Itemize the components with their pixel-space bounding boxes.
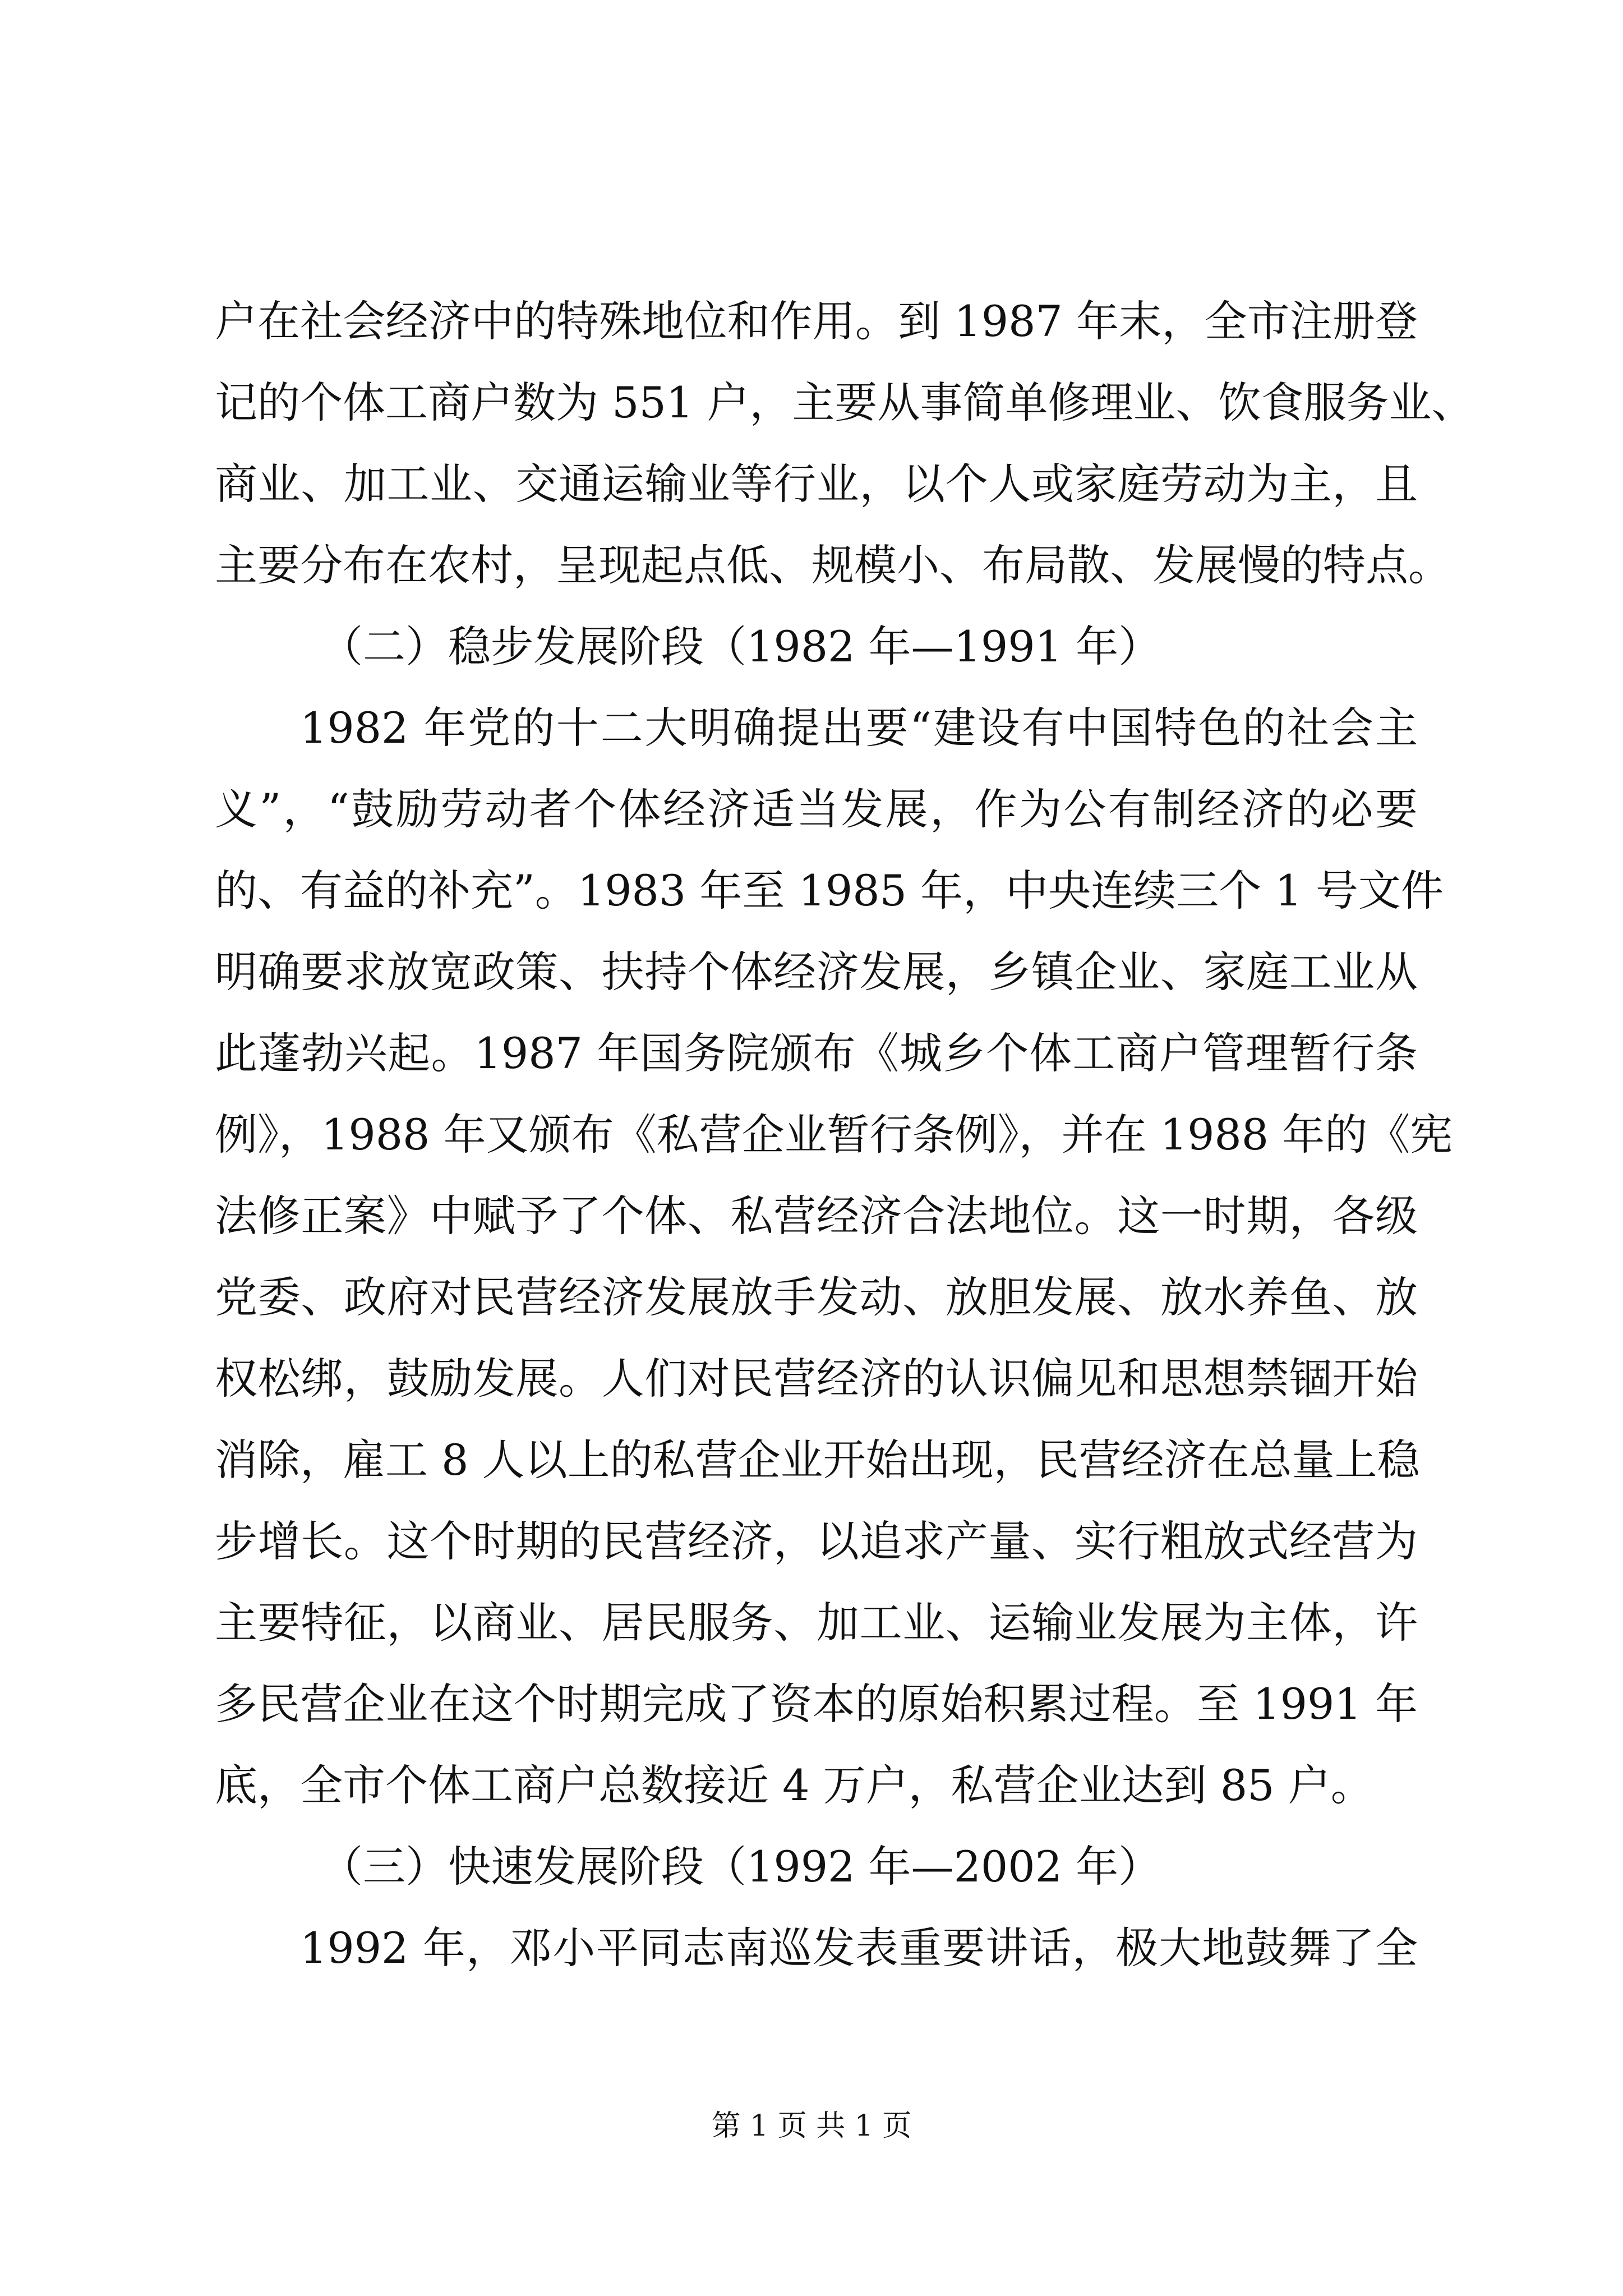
text-line: 1992 年，邓小平同志南巡发表重要讲话，极大地鼓舞了全	[300, 1923, 1418, 1973]
text-line: 义”，“鼓励劳动者个体经济适当发展，作为公有制经济的必要	[215, 784, 1418, 834]
text-line: 主要特征，以商业、居民服务、加工业、运输业发展为主体，许	[215, 1598, 1418, 1648]
text-line: 1982 年党的十二大明确提出要“建设有中国特色的社会主	[300, 703, 1418, 753]
text-line: 消除，雇工 8 人以上的私营企业开始出现，民营经济在总量上稳	[215, 1435, 1420, 1485]
text-line: 步增长。这个时期的民营经济，以追求产量、实行粗放式经营为	[215, 1516, 1418, 1566]
text-line: 党委、政府对民营经济发展放手发动、放胆发展、放水养鱼、放	[215, 1272, 1418, 1322]
text-line: 此蓬勃兴起。1987 年国务院颁布《城乡个体工商户管理暂行条	[215, 1028, 1418, 1078]
text-line: 的、有益的补充”。1983 年至 1985 年，中央连续三个 1 号文件	[215, 866, 1444, 915]
page-footer: 第 1 页 共 1 页	[711, 2109, 912, 2143]
text-line: 例》，1988 年又颁布《私营企业暂行条例》，并在 1988 年的《宪	[215, 1110, 1453, 1159]
document-body	[215, 280, 1474, 1989]
text-line: 主要分布在农村，呈现起点低、规模小、布局散、发展慢的特点。	[215, 540, 1451, 590]
text-line: 商业、加工业、交通运输业等行业，以个人或家庭劳动为主，且	[215, 459, 1418, 509]
section-heading: （二）稳步发展阶段（1982 年—1991 年）	[320, 622, 1161, 671]
text-line: 户在社会经济中的特殊地位和作用。到 1987 年末，全市注册登	[215, 296, 1418, 346]
text-line: 权松绑，鼓励发展。人们对民营经济的认识偏见和思想禁锢开始	[215, 1354, 1418, 1404]
text-line: 法修正案》中赋予了个体、私营经济合法地位。这一时期，各级	[215, 1191, 1418, 1241]
text-line: 多民营企业在这个时期完成了资本的原始积累过程。至 1991 年	[215, 1679, 1418, 1729]
text-line: 记的个体工商户数为 551 户，主要从事简单修理业、饮食服务业、	[215, 378, 1474, 427]
section-heading: （三）快速发展阶段（1992 年—2002 年）	[320, 1842, 1161, 1892]
text-line: 明确要求放宽政策、扶持个体经济发展，乡镇企业、家庭工业从	[215, 947, 1418, 997]
text-line: 底，全市个体工商户总数接近 4 万户，私营企业达到 85 户。	[215, 1760, 1373, 1810]
